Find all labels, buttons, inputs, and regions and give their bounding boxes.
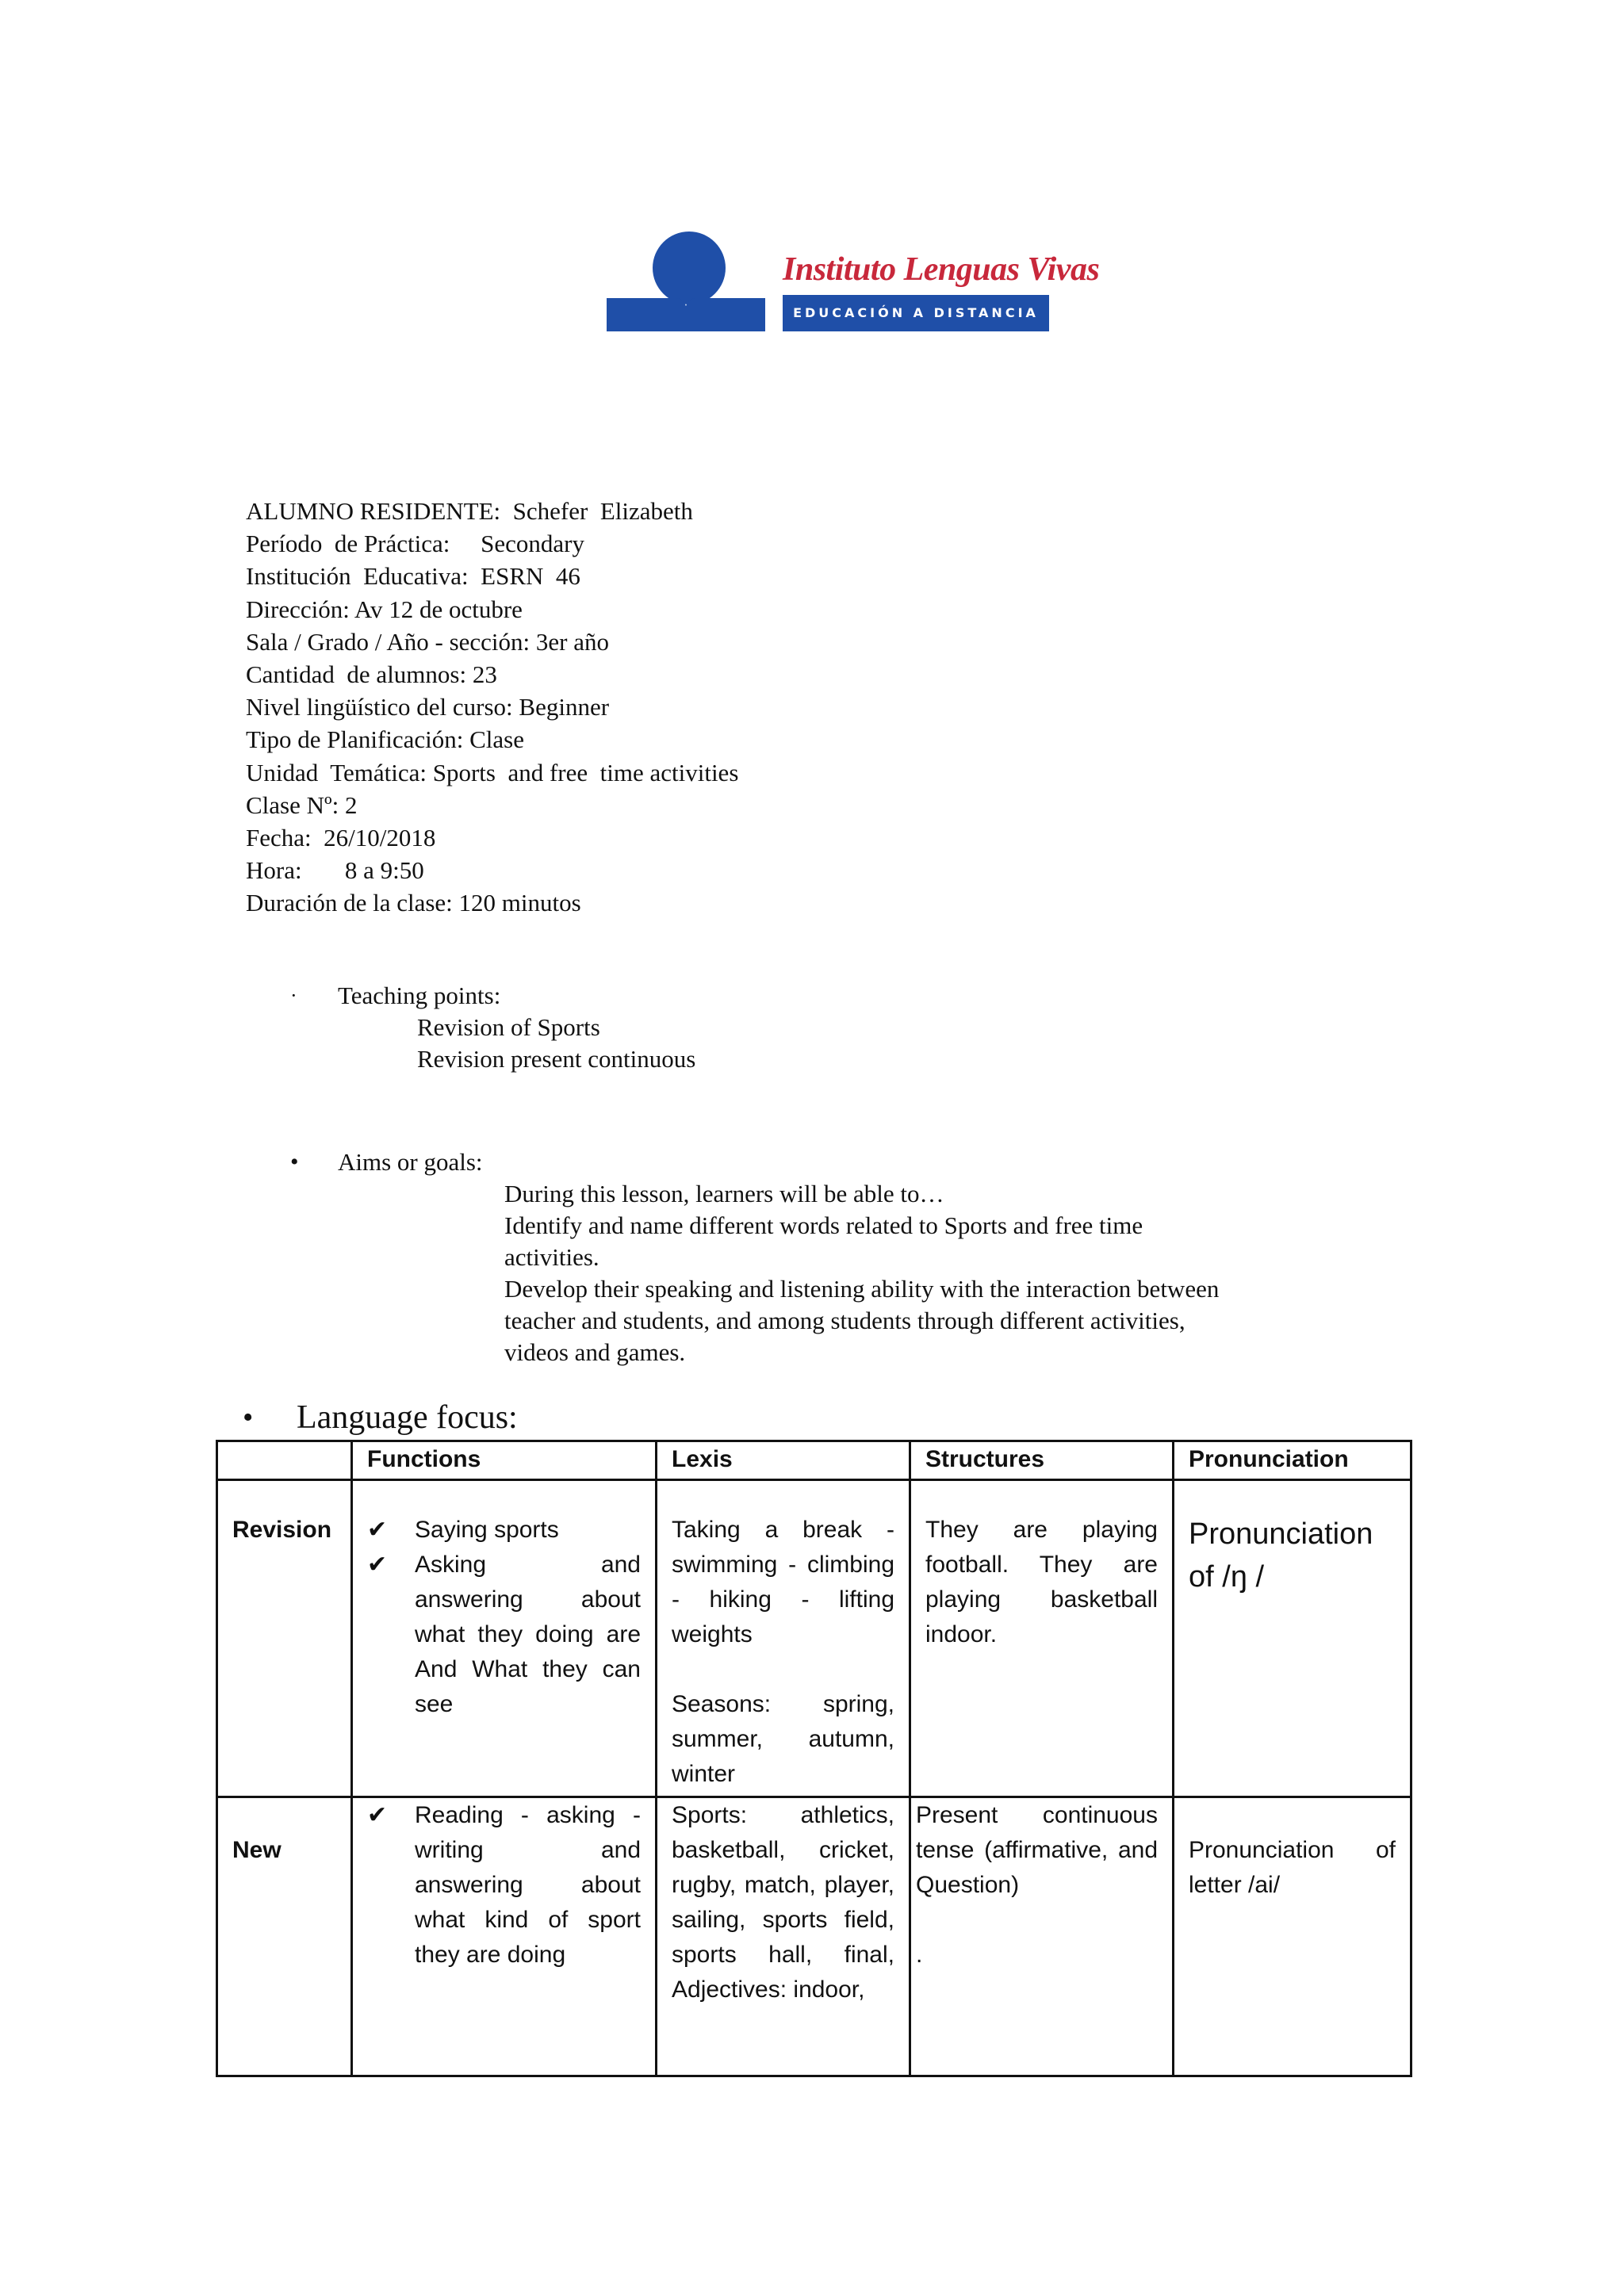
aims-line: Identify and name different words related to Sports and free time [504, 1211, 1143, 1239]
aims-label: Aims or goals: [338, 1148, 483, 1176]
bullet-dot: • [243, 1401, 254, 1434]
aims-line: During this lesson, learners will be able to… [504, 1180, 944, 1207]
table-row-revision [217, 1480, 1411, 1797]
info-line: Institución Educativa: ESRN 46 [246, 562, 580, 591]
aims-body [504, 1178, 1353, 1368]
header-empty [217, 1441, 352, 1480]
header-lexis: Lexis [657, 1441, 910, 1480]
lexis-text: Seasons: spring, summer, autumn, winter [672, 1691, 894, 1787]
row-label-new: New [217, 1797, 352, 2076]
info-line: Dirección: Av 12 de octubre [246, 595, 523, 623]
info-line: Fecha: 26/10/2018 [246, 824, 436, 852]
cell-new-functions [352, 1797, 657, 2076]
info-line: Clase Nº: 2 [246, 790, 358, 819]
structures-text: Present continuous tense (affirmative, and Question) [916, 1802, 1158, 1898]
bullet-dot: · [290, 984, 297, 1007]
check-icon: ✔ [367, 1517, 388, 1543]
table-header-row [217, 1441, 1411, 1480]
header-pronunciation: Pronunciation [1174, 1441, 1411, 1480]
teaching-points-label: Teaching points: [338, 982, 501, 1009]
teaching-point-item: Revision of Sports [417, 1013, 600, 1041]
cell-revision-pronunciation: Pronunciation of /ŋ / [1174, 1480, 1411, 1797]
open-book-icon [607, 293, 765, 331]
header-functions: Functions [352, 1441, 657, 1480]
bullet-dot: • [290, 1149, 299, 1175]
aims-line: videos and games. [504, 1338, 686, 1366]
structures-extra: . [916, 1942, 923, 1968]
language-focus-label: Language focus: [297, 1399, 518, 1436]
info-line: Duración de la clase: 120 minutos [246, 889, 581, 917]
header-structures: Structures [910, 1441, 1174, 1480]
info-line: Período de Práctica: Secondary [246, 530, 584, 558]
institution-logo [607, 232, 1100, 331]
cell-new-lexis: Sports: athletics, basketball, cricket, rugby, match, player, sailing, sports field, sports hall, final, Adjectives: indoor, [657, 1797, 910, 2076]
cell-revision-structures: They are playing football. They are playing basketball indoor. [910, 1480, 1174, 1797]
check-icon: ✔ [367, 1802, 388, 1828]
info-line: ALUMNO RESIDENTE: Schefer Elizabeth [246, 497, 693, 525]
info-line: Nivel lingüístico del curso: Beginner [246, 693, 610, 721]
language-focus-table [216, 1440, 1412, 2077]
info-line: Cantidad de alumnos: 23 [246, 660, 497, 689]
cell-new-pronunciation: Pronunciation of letter /ai/ [1174, 1797, 1411, 2076]
cell-revision-functions [352, 1480, 657, 1797]
check-icon: ✔ [367, 1552, 388, 1578]
table-row-new [217, 1797, 1411, 2076]
logo-tagline: EDUCACIÓN A DISTANCIA [783, 295, 1049, 331]
function-item: Saying sports [415, 1517, 559, 1543]
teaching-point-item: Revision present continuous [417, 1045, 696, 1073]
cell-revision-lexis [657, 1480, 910, 1797]
aims-line: activities. [504, 1243, 599, 1271]
lexis-text: Taking a break - swimming - climbing - hiking - lifting weights [672, 1517, 894, 1647]
function-item: Reading - asking - writing and answering about what kind of sport they are doing [415, 1802, 641, 1968]
info-line: Hora: 8 a 9:50 [246, 856, 424, 885]
aims-line: Develop their speaking and listening ability with the interaction between [504, 1275, 1220, 1303]
info-line: Sala / Grado / Año - sección: 3er año [246, 627, 609, 656]
lesson-info [246, 495, 738, 920]
aims-line: teacher and students, and among students through different activities, [504, 1307, 1185, 1334]
logo-brand-text: Instituto Lenguas Vivas [783, 251, 1100, 288]
info-line: Unidad Temática: Sports and free time activities [246, 758, 739, 786]
row-label-revision: Revision [217, 1480, 352, 1797]
cell-new-structures [910, 1797, 1174, 2076]
info-line: Tipo de Planificación: Clase [246, 725, 525, 754]
function-item: Asking and answering about what they doing are And What they can see [415, 1552, 641, 1717]
